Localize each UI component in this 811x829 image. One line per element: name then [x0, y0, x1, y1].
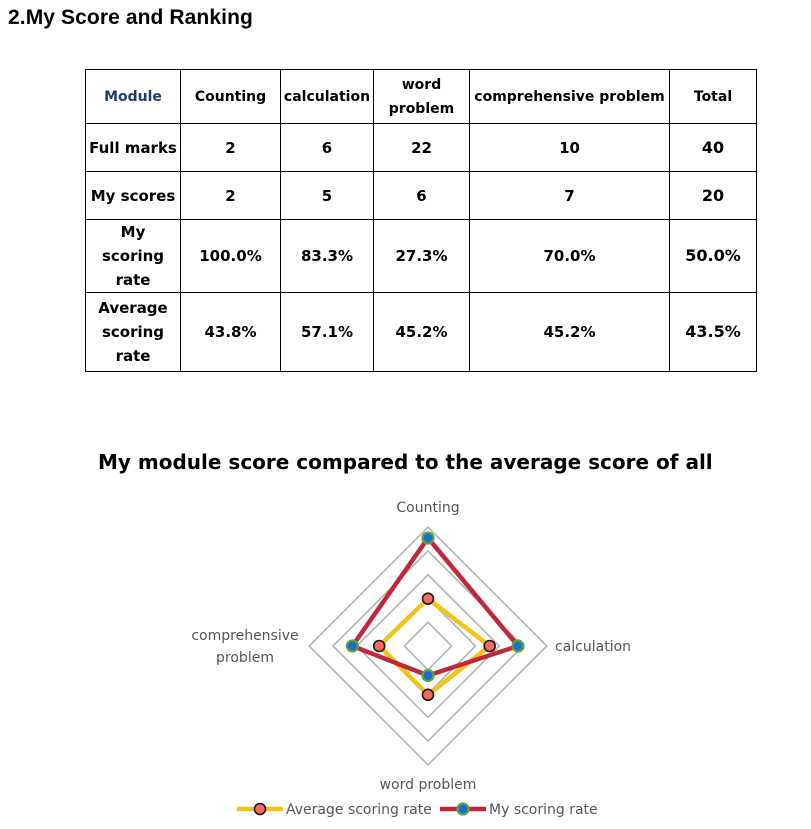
radar-chart [0, 480, 811, 829]
table-cell: 100.0% [181, 220, 281, 293]
table-header-module: Module [86, 70, 181, 124]
row-label: Full marks [86, 124, 181, 172]
series-line-average [379, 599, 489, 695]
legend-marker-mine [458, 804, 469, 815]
table-cell: 45.2% [374, 293, 470, 372]
series-point-mine [512, 641, 523, 652]
legend-label-mine: My scoring rate [489, 802, 598, 818]
table-cell: 2 [181, 124, 281, 172]
table-cell: 10 [470, 124, 670, 172]
axis-label-comprehensive-problem: comprehensive problem [191, 628, 299, 666]
series-point-average [423, 689, 434, 700]
series-point-mine [423, 670, 434, 681]
row-label: My scores [86, 172, 181, 220]
series-point-mine [423, 533, 434, 544]
table-cell-total: 40 [670, 124, 757, 172]
table-cell: 83.3% [281, 220, 374, 293]
table-row-my-scoring-rate [86, 220, 757, 293]
chart-legend [237, 802, 598, 818]
table-header-calculation: calculation [281, 70, 374, 124]
table-header-comprehensive-problem: comprehensive problem [470, 70, 670, 124]
table-header-counting: Counting [181, 70, 281, 124]
series-point-mine [347, 641, 358, 652]
axis-label-word-problem: word problem [379, 777, 477, 793]
series-point-average [374, 641, 385, 652]
table-header-total: Total [670, 70, 757, 124]
table-cell-total: 50.0% [670, 220, 757, 293]
table-header-row [86, 70, 757, 124]
table-row-average-scoring-rate [86, 293, 757, 372]
table-cell: 27.3% [374, 220, 470, 293]
page-heading: 2.My Score and Ranking [8, 6, 253, 29]
table-row-my-scores [86, 172, 757, 220]
legend-label-average: Average scoring rate [286, 802, 432, 818]
axis-label-calculation: calculation [555, 639, 632, 655]
table-cell: 22 [374, 124, 470, 172]
table-cell: 57.1% [281, 293, 374, 372]
table-cell-total: 43.5% [670, 293, 757, 372]
series-point-average [484, 641, 495, 652]
table-cell: 6 [374, 172, 470, 220]
row-label: Average scoring rate [86, 293, 181, 372]
table-row-full-marks [86, 124, 757, 172]
table-cell-total: 20 [670, 172, 757, 220]
axis-label-counting: Counting [396, 500, 460, 516]
table-cell: 2 [181, 172, 281, 220]
legend-marker-average [255, 804, 266, 815]
table-cell: 7 [470, 172, 670, 220]
table-cell: 43.8% [181, 293, 281, 372]
table-cell: 6 [281, 124, 374, 172]
table-cell: 45.2% [470, 293, 670, 372]
series-point-average [423, 593, 434, 604]
radar-grid-ring [404, 622, 452, 670]
table-header-word-problem: word problem [374, 70, 470, 124]
chart-title: My module score compared to the average score of all [98, 450, 713, 474]
score-table [85, 69, 757, 372]
table-cell: 5 [281, 172, 374, 220]
table-cell: 70.0% [470, 220, 670, 293]
row-label: My scoring rate [86, 220, 181, 293]
